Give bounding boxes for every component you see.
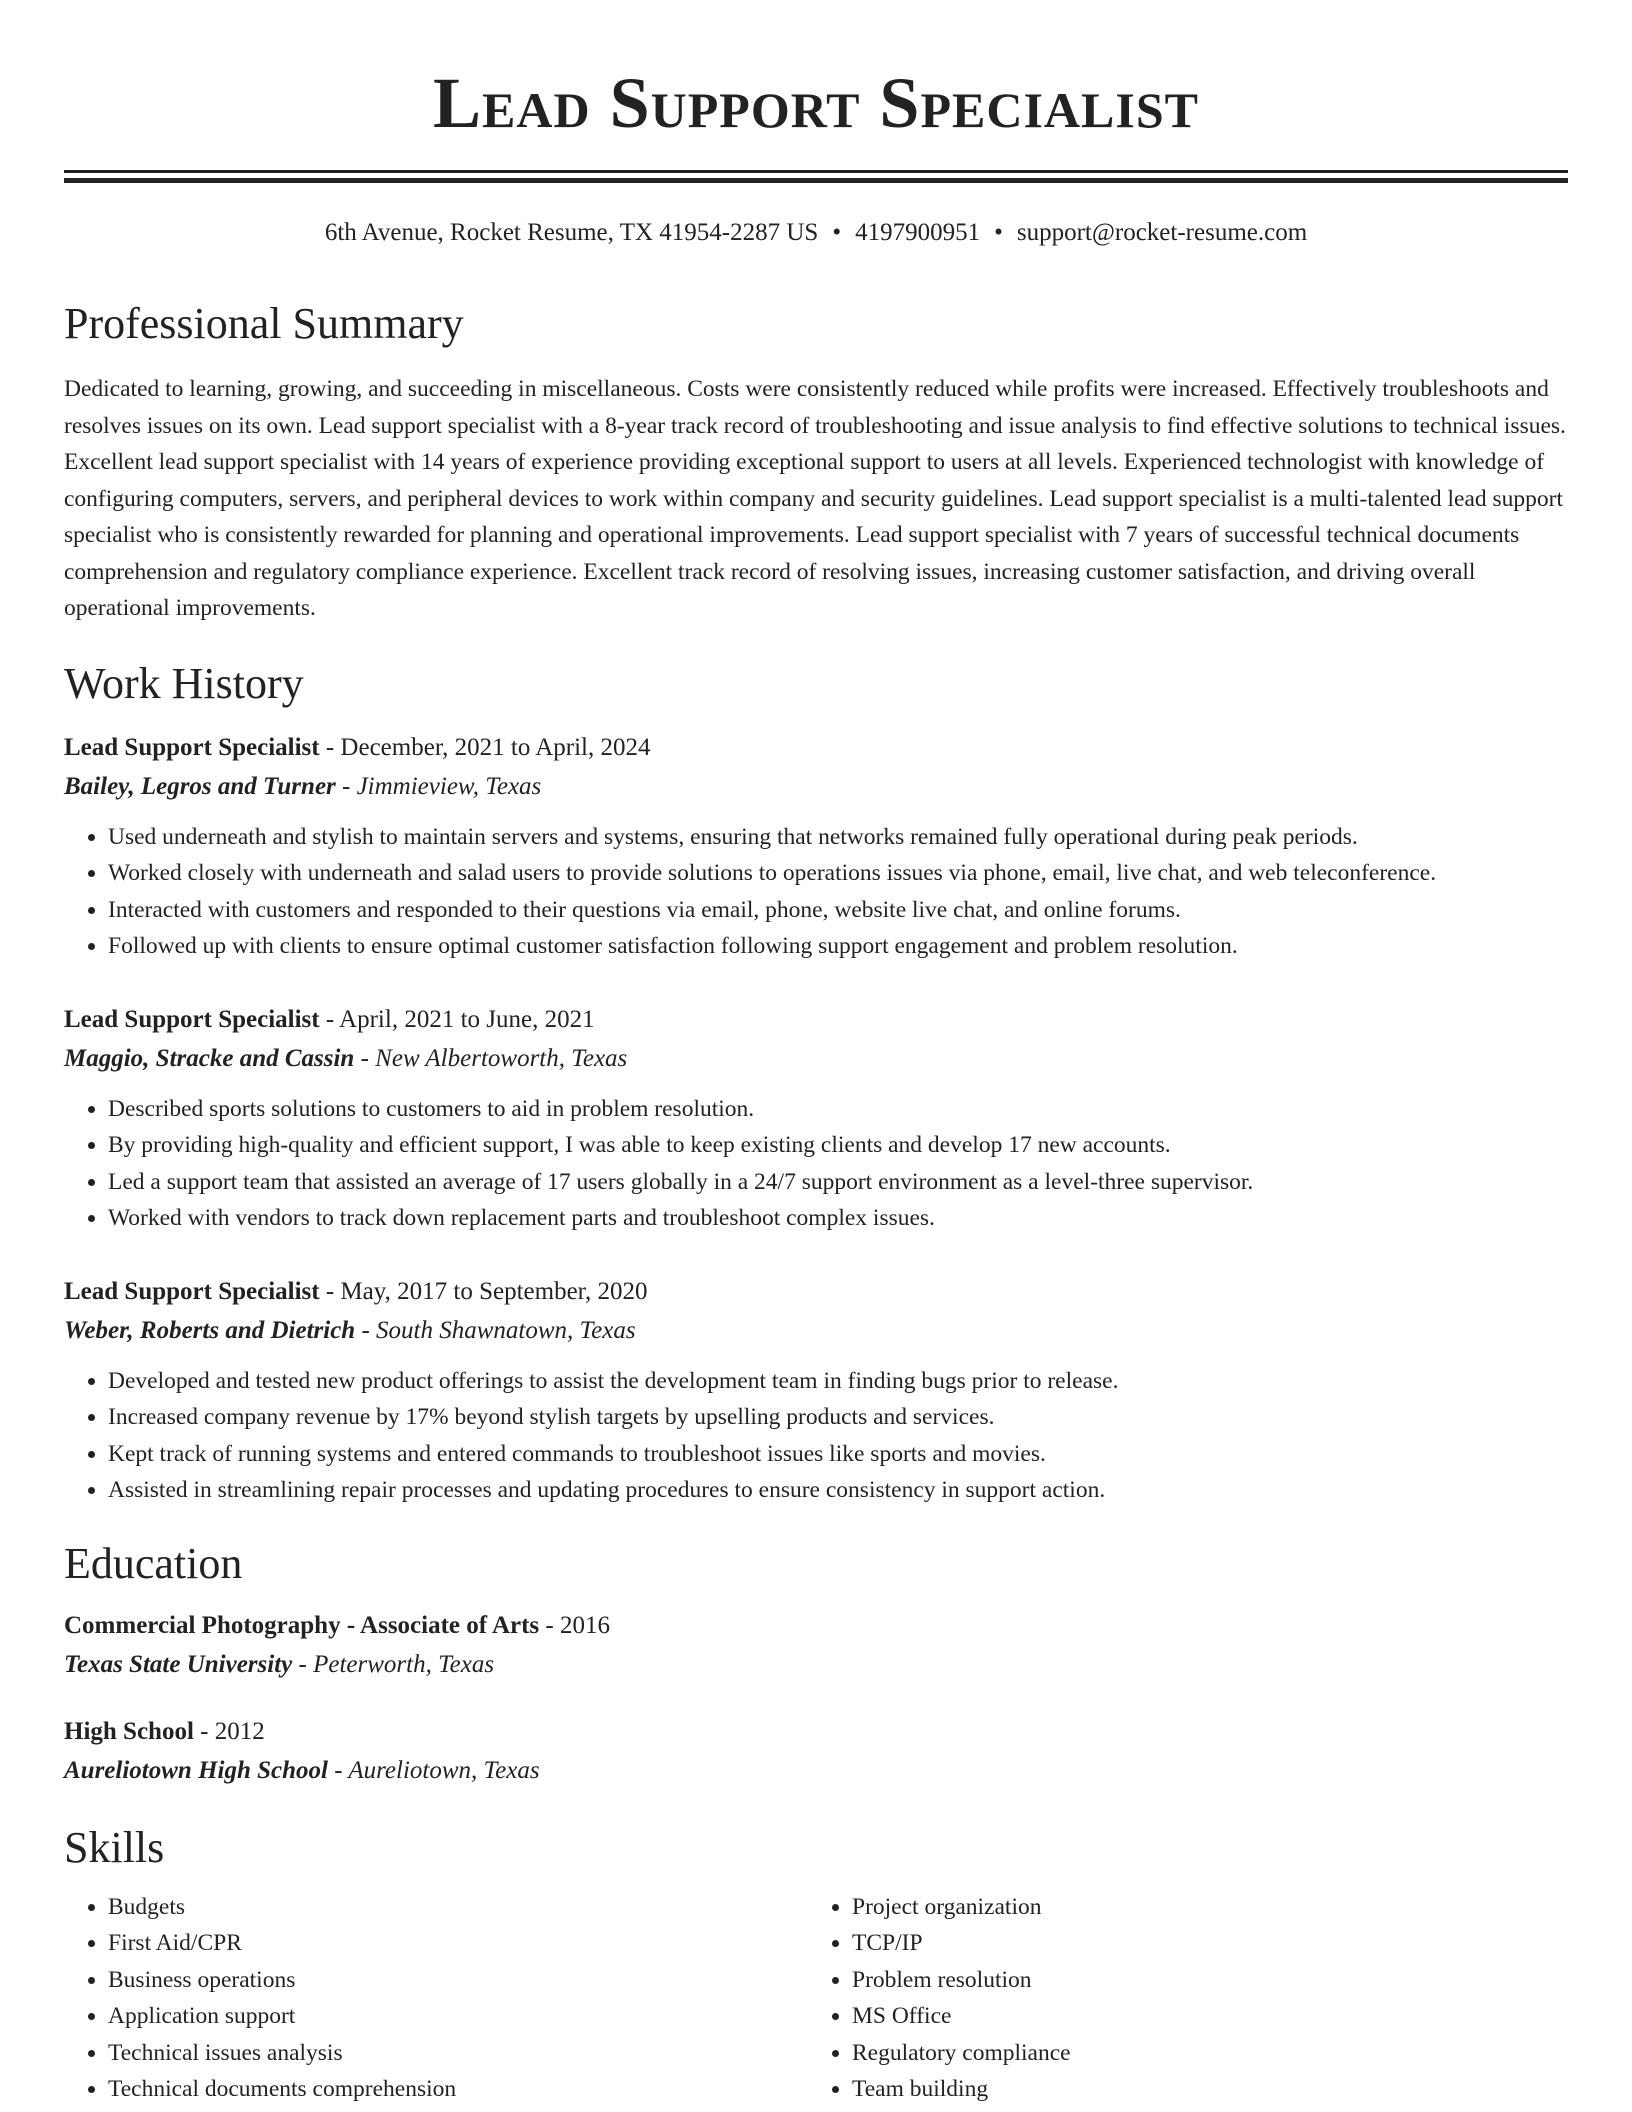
company-name: Maggio, Stracke and Cassin xyxy=(64,1044,355,1072)
skills-list-left xyxy=(64,1889,808,2108)
job-bullets xyxy=(64,1363,1568,1509)
job-title: Lead Support Specialist xyxy=(64,1277,320,1305)
job-bullet: • Assisted in streamlining repair processes and updating procedures to ensure consistency in support action. xyxy=(108,1472,1568,1509)
contact-line xyxy=(64,217,1568,249)
school-line xyxy=(64,1751,1568,1791)
degree-name: Commercial Photography - Associate of Arts xyxy=(64,1611,540,1639)
job-title: Lead Support Specialist xyxy=(64,1005,320,1033)
contact-separator: • xyxy=(832,219,842,246)
school-name: Aureliotown High School xyxy=(64,1756,328,1784)
degree-year: - 2012 xyxy=(193,1717,265,1745)
company-location: - Jimmieview, Texas xyxy=(335,772,542,800)
job-bullet: • By providing high-quality and efficient support, I was able to keep existing clients and develop 17 new accounts. xyxy=(108,1127,1568,1164)
job-bullet: • Followed up with clients to ensure optimal customer satisfaction following support engagement and problem resolution. xyxy=(108,928,1568,965)
skill-item: • Business operations xyxy=(108,1962,808,1999)
education-heading: Education xyxy=(64,1538,243,1588)
job-title-line xyxy=(64,1001,1568,1039)
skill-item: • Technical documents comprehension xyxy=(108,2071,808,2108)
company-line xyxy=(64,1039,1568,1079)
job-bullet: • Worked closely with underneath and salad users to provide solutions to operations issues via phone, email, live chat, and web teleconference. xyxy=(108,855,1568,892)
skills-heading: Skills xyxy=(64,1822,165,1872)
job-bullet: • Described sports solutions to customers to aid in problem resolution. xyxy=(108,1091,1568,1128)
skills-columns xyxy=(64,1889,1568,2108)
company-location: - South Shawnatown, Texas xyxy=(355,1316,636,1344)
school-line xyxy=(64,1645,1568,1685)
company-location: - New Albertoworth, Texas xyxy=(354,1044,628,1072)
degree-name: High School xyxy=(64,1717,194,1745)
job-bullets xyxy=(64,1091,1568,1237)
contact-phone: 4197900951 xyxy=(855,219,981,246)
school-location: - Peterworth, Texas xyxy=(292,1650,495,1678)
skill-item: • TCP/IP xyxy=(852,1925,1552,1962)
summary-text: Dedicated to learning, growing, and succeeding in miscellaneous. Costs were consistently reduced while profits were increased. Effectively troubleshoots and resolves issues on its own. Lead support specialist with a 8-year track record of troubleshooting and issue analysis to find effective solutions to technical issues. Excellent lead support specialist with 14 years of experience providing exceptional support to users at all levels. Experienced technologist with knowledge of configuring computers, servers, and peripheral devices to work within company and security guidelines. Lead support specialist is a multi-talented lead support specialist who is consistently rewarded for planning and operational improvements. Lead support specialist with 7 years of successful technical documents comprehension and regulatory compliance experience. Excellent track record of resolving issues, increasing customer satisfaction, and driving overall operational improvements. xyxy=(64,376,1566,621)
contact-email: support@rocket-resume.com xyxy=(1016,219,1308,246)
skill-item: • Team building xyxy=(852,2071,1552,2108)
skill-item: • Problem resolution xyxy=(852,1962,1552,1999)
job-dates: - December, 2021 to April, 2024 xyxy=(319,733,651,761)
job-bullet: • Interacted with customers and responded to their questions via email, phone, website live chat, and online forums. xyxy=(108,892,1568,929)
skill-item: • Technical issues analysis xyxy=(108,2035,808,2072)
degree-line xyxy=(64,1607,1568,1645)
job-bullet: • Used underneath and stylish to maintain servers and systems, ensuring that networks remained fully operational during peak periods. xyxy=(108,819,1568,856)
skill-item: • First Aid/CPR xyxy=(108,1925,808,1962)
contact-separator: • xyxy=(994,219,1003,246)
skill-item: • Project organization xyxy=(852,1889,1552,1926)
job-entry xyxy=(64,1273,1568,1509)
degree-line xyxy=(64,1713,1568,1751)
education-entry xyxy=(64,1607,1568,1685)
job-entry xyxy=(64,729,1568,965)
job-bullet: • Increased company revenue by 17% beyond stylish targets by upselling products and services. xyxy=(108,1399,1568,1436)
job-title: Lead Support Specialist xyxy=(64,733,320,761)
summary-heading: Professional Summary xyxy=(64,299,464,348)
skill-item: • Application support xyxy=(108,1998,808,2035)
resume-title: Lead Support Specialist xyxy=(433,63,1199,143)
job-entry xyxy=(64,1001,1568,1237)
education-entry xyxy=(64,1713,1568,1791)
job-bullet: • Kept track of running systems and entered commands to troubleshoot issues like sports and movies. xyxy=(108,1436,1568,1473)
skill-item: • Regulatory compliance xyxy=(852,2035,1552,2072)
contact-address: 6th Avenue, Rocket Resume, TX 41954-2287 US xyxy=(324,219,819,246)
job-title-line xyxy=(64,1273,1568,1311)
skill-item: • MS Office xyxy=(852,1998,1552,2035)
degree-year: - 2016 xyxy=(539,1611,610,1639)
job-title-line xyxy=(64,729,1568,767)
job-dates: - April, 2021 to June, 2021 xyxy=(319,1005,595,1033)
job-bullet: • Led a support team that assisted an average of 17 users globally in a 24/7 support environment as a level-three supervisor. xyxy=(108,1164,1568,1201)
job-bullet: • Worked with vendors to track down replacement parts and troubleshoot complex issues. xyxy=(108,1200,1568,1237)
school-name: Texas State University xyxy=(64,1650,293,1678)
school-location: - Aureliotown, Texas xyxy=(327,1756,540,1784)
skill-item: • Budgets xyxy=(108,1889,808,1926)
job-dates: - May, 2017 to September, 2020 xyxy=(319,1277,648,1305)
company-line xyxy=(64,767,1568,807)
job-bullet: • Developed and tested new product offerings to assist the development team in finding bugs prior to release. xyxy=(108,1363,1568,1400)
company-name: Bailey, Legros and Turner xyxy=(64,772,336,800)
job-bullets xyxy=(64,819,1568,965)
title-divider xyxy=(64,170,1568,183)
skills-list-right xyxy=(808,1889,1552,2108)
company-line xyxy=(64,1311,1568,1351)
work-history-heading: Work History xyxy=(64,658,304,708)
company-name: Weber, Roberts and Dietrich xyxy=(64,1316,356,1344)
